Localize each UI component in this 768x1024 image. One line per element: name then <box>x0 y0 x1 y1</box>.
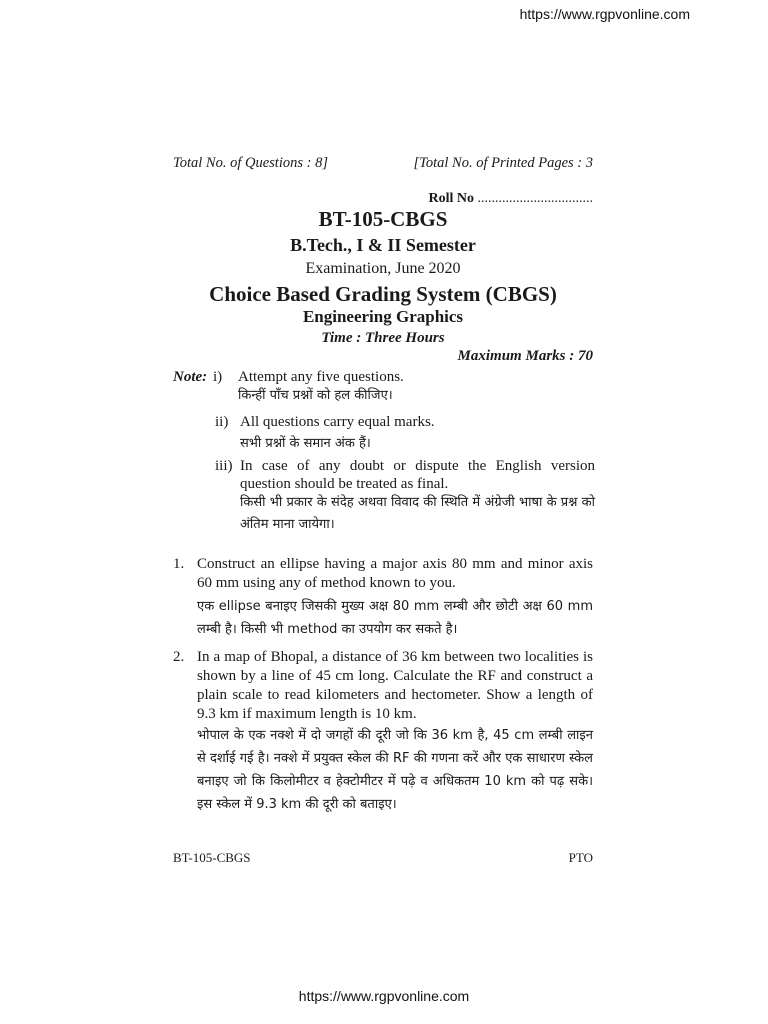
total-questions: Total No. of Questions : 8] <box>173 155 328 171</box>
page-footer <box>173 850 593 866</box>
question-text-en: Construct an ellipse having a major axis 80 mm and minor axis 60 mm using any of method known to you. <box>197 556 593 591</box>
note-text-en: Attempt any five questions. <box>238 369 404 385</box>
exam-session: Examination, June 2020 <box>305 260 461 277</box>
roll-label: Roll No <box>428 191 474 206</box>
note-text-hi: सभी प्रश्नों के समान अंक हैं। <box>240 436 371 451</box>
roll-dots: ................................. <box>474 191 593 206</box>
note-text-hi: किन्हीं पाँच प्रश्नों को हल कीजिए। <box>238 388 393 403</box>
question-text-hi: भोपाल के एक नक्शे में दो जगहों की दूरी जो कि 36 km है, 45 cm लम्बी लाइन से दर्शाई गई है। नक्शे में प्रयुक्त स्केल की RF की गणना करें और एक साधारण स्केल बनाइए जो कि किलोमीटर व हेक्टोमीटर में पढ़े व अधिकतम 10 km को पढ़ सके। इस स्केल में 9.3 km की दूरी को बताइए। <box>197 728 593 812</box>
question-number: 2. <box>173 649 185 665</box>
total-pages: [Total No. of Printed Pages : 3 <box>413 155 593 171</box>
paper-code: BT-105-CBGS <box>318 207 448 231</box>
question-text-en: In a map of Bhopal, a distance of 36 km between two localities is shown by a line of 45 cm long. Calculate the RF and construct a plain scale to read kilometers and hectometer. Show a length of 9.3 km if maximum length is 10 km. <box>197 649 593 722</box>
note-number: ii) <box>215 414 229 430</box>
note-text-hi: किसी भी प्रकार के संदेह अथवा विवाद की स्थिति में अंग्रेजी भाषा के प्रश्न को अंतिम माना जायेगा। <box>240 495 595 532</box>
footer-code: BT-105-CBGS <box>173 850 251 865</box>
pto-label: PTO <box>568 850 593 865</box>
note-number: iii) <box>215 458 233 474</box>
grading-system: Choice Based Grading System (CBGS) <box>209 282 557 306</box>
semester: B.Tech., I & II Semester <box>290 235 476 255</box>
watermark-url-bottom[interactable]: https://www.rgpvonline.com <box>298 988 470 1004</box>
subject-title: Engineering Graphics <box>302 307 464 326</box>
paper-header <box>173 155 593 172</box>
note-number: i) <box>213 369 223 385</box>
question-text-hi: एक ellipse बनाइए जिसकी मुख्य अक्ष 80 mm लम्बी और छोटी अक्ष 60 mm लम्बी है। किसी भी method का उपयोग कर सकते है। <box>197 599 593 637</box>
note-text-en: In case of any doubt or dispute the English version question should be treated as final. <box>240 458 595 492</box>
maximum-marks: Maximum Marks : 70 <box>457 348 593 364</box>
note-text-en: All questions carry equal marks. <box>240 414 435 430</box>
watermark-url-top[interactable]: https://www.rgpvonline.com <box>519 6 690 22</box>
note-label: Note: <box>173 369 208 385</box>
question-number: 1. <box>173 556 185 572</box>
time-allowed: Time : Three Hours <box>321 330 445 346</box>
roll-number <box>173 191 593 207</box>
